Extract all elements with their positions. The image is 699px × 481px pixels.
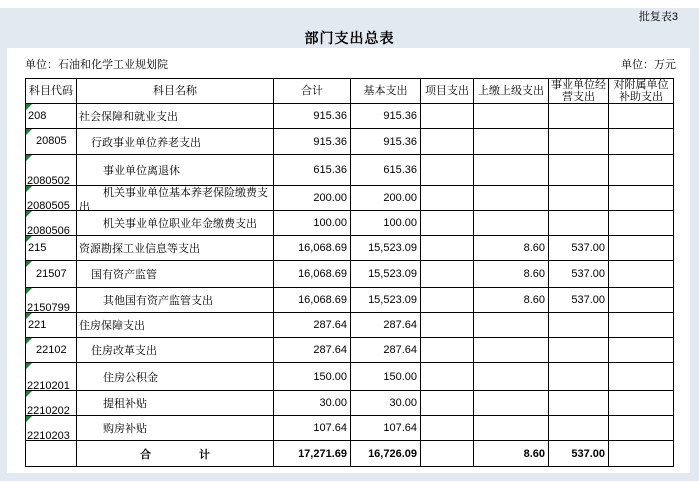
top-white-strip bbox=[0, 0, 699, 8]
value-total: 287.64 bbox=[274, 338, 351, 363]
subject-code: 2080502 bbox=[27, 175, 70, 187]
value-basic: 107.64 bbox=[351, 416, 421, 441]
value-upper-level: 8.60 bbox=[474, 288, 549, 313]
value-operating bbox=[549, 416, 609, 441]
value-project bbox=[421, 104, 474, 129]
subject-code: 20805 bbox=[36, 135, 67, 147]
name-cell: 国有资产监管 bbox=[77, 261, 274, 288]
value-upper-level: 8.60 bbox=[474, 236, 549, 261]
value-basic: 15,523.09 bbox=[351, 236, 421, 261]
code-cell bbox=[26, 363, 77, 391]
table-row bbox=[26, 236, 674, 261]
table-row bbox=[26, 363, 674, 391]
value-project bbox=[421, 313, 474, 338]
name-cell: 提租补贴 bbox=[77, 391, 274, 416]
value-operating bbox=[549, 363, 609, 391]
name-cell bbox=[77, 186, 274, 211]
total-value-project bbox=[421, 441, 474, 467]
value-upper-level bbox=[474, 129, 549, 155]
value-basic: 30.00 bbox=[351, 391, 421, 416]
value-total: 150.00 bbox=[274, 363, 351, 391]
name-cell: 机关事业单位职业年金缴费支出 bbox=[77, 211, 274, 236]
table-row bbox=[26, 261, 674, 288]
subject-name: 机关事业单位基本养老保险缴费支 bbox=[103, 187, 268, 199]
value-upper-level bbox=[474, 338, 549, 363]
name-cell: 住房保障支出 bbox=[77, 313, 274, 338]
header-subject-code: 科目代码 bbox=[26, 79, 77, 104]
value-project bbox=[421, 363, 474, 391]
value-upper-level bbox=[474, 186, 549, 211]
name-cell: 住房改革支出 bbox=[77, 338, 274, 363]
value-operating bbox=[549, 186, 609, 211]
value-upper-level: 8.60 bbox=[474, 261, 549, 288]
subject-code: 2210201 bbox=[27, 380, 70, 392]
value-upper-level bbox=[474, 391, 549, 416]
value-operating bbox=[549, 155, 609, 186]
name-cell: 住房公积金 bbox=[77, 363, 274, 391]
value-operating bbox=[549, 313, 609, 338]
header-basic-expenditure: 基本支出 bbox=[351, 79, 421, 104]
total-label-char: 合 bbox=[140, 448, 151, 461]
value-basic: 100.00 bbox=[351, 211, 421, 236]
value-total: 100.00 bbox=[274, 211, 351, 236]
expenditure-table bbox=[25, 78, 674, 467]
unit-name: 单位：石油和化学工业规划院 bbox=[25, 59, 168, 71]
table-row bbox=[26, 186, 674, 211]
value-subsidy bbox=[609, 391, 674, 416]
header-subsidy-expenditure: 对附属单位补助支出 bbox=[609, 79, 674, 104]
value-subsidy bbox=[609, 236, 674, 261]
header-subject-name: 科目名称 bbox=[77, 79, 274, 104]
value-total: 615.36 bbox=[274, 155, 351, 186]
header-operating-expenditure: 事业单位经营支出 bbox=[549, 79, 609, 104]
value-subsidy bbox=[609, 363, 674, 391]
value-project bbox=[421, 186, 474, 211]
error-triangle-icon bbox=[26, 104, 32, 110]
value-subsidy bbox=[609, 338, 674, 363]
error-triangle-icon bbox=[26, 288, 32, 294]
value-operating: 537.00 bbox=[549, 288, 609, 313]
code-cell bbox=[26, 236, 77, 261]
value-basic: 915.36 bbox=[351, 129, 421, 155]
total-value-operating: 537.00 bbox=[549, 441, 609, 467]
value-total: 30.00 bbox=[274, 391, 351, 416]
value-subsidy bbox=[609, 104, 674, 129]
value-operating: 537.00 bbox=[549, 236, 609, 261]
value-upper-level bbox=[474, 104, 549, 129]
subject-code: 2150799 bbox=[27, 302, 70, 314]
value-project bbox=[421, 416, 474, 441]
subject-code: 2080506 bbox=[27, 225, 70, 237]
value-project bbox=[421, 261, 474, 288]
table-row bbox=[26, 338, 674, 363]
table-row bbox=[26, 288, 674, 313]
value-operating bbox=[549, 129, 609, 155]
code-cell bbox=[26, 211, 77, 236]
name-cell: 社会保障和就业支出 bbox=[77, 104, 274, 129]
code-cell bbox=[26, 338, 77, 363]
table-row bbox=[26, 104, 674, 129]
table-row bbox=[26, 391, 674, 416]
value-basic: 15,523.09 bbox=[351, 288, 421, 313]
value-total: 16,068.69 bbox=[274, 261, 351, 288]
value-subsidy bbox=[609, 416, 674, 441]
code-cell bbox=[26, 129, 77, 155]
value-total: 107.64 bbox=[274, 416, 351, 441]
table-header-row bbox=[26, 79, 674, 104]
error-triangle-icon bbox=[26, 338, 32, 344]
value-basic: 15,523.09 bbox=[351, 261, 421, 288]
value-total: 16,068.69 bbox=[274, 236, 351, 261]
total-value-total: 17,271.69 bbox=[274, 441, 351, 467]
value-total: 16,068.69 bbox=[274, 288, 351, 313]
code-cell bbox=[26, 313, 77, 338]
code-cell bbox=[26, 391, 77, 416]
subject-code: 2080505 bbox=[27, 200, 70, 212]
header-project-expenditure: 项目支出 bbox=[421, 79, 474, 104]
value-project bbox=[421, 211, 474, 236]
code-cell bbox=[26, 288, 77, 313]
value-subsidy bbox=[609, 155, 674, 186]
table-row bbox=[26, 129, 674, 155]
value-project bbox=[421, 236, 474, 261]
total-label-cell bbox=[77, 441, 274, 467]
error-triangle-icon bbox=[26, 129, 32, 135]
table-body bbox=[26, 104, 674, 467]
value-project bbox=[421, 288, 474, 313]
page-title: 部门支出总表 bbox=[304, 30, 395, 46]
value-total: 287.64 bbox=[274, 313, 351, 338]
subject-code: 2210203 bbox=[27, 430, 70, 442]
value-basic: 200.00 bbox=[351, 186, 421, 211]
total-value-subsidy bbox=[609, 441, 674, 467]
total-code-cell bbox=[26, 441, 77, 467]
value-upper-level bbox=[474, 363, 549, 391]
code-cell bbox=[26, 155, 77, 186]
name-cell: 购房补贴 bbox=[77, 416, 274, 441]
value-project bbox=[421, 129, 474, 155]
value-project bbox=[421, 338, 474, 363]
error-triangle-icon bbox=[26, 363, 32, 369]
value-subsidy bbox=[609, 211, 674, 236]
unit-currency: 单位：万元 bbox=[621, 59, 676, 71]
value-upper-level bbox=[474, 416, 549, 441]
value-upper-level bbox=[474, 313, 549, 338]
value-subsidy bbox=[609, 313, 674, 338]
value-project bbox=[421, 391, 474, 416]
error-triangle-icon bbox=[26, 261, 32, 267]
value-operating: 537.00 bbox=[549, 261, 609, 288]
value-basic: 915.36 bbox=[351, 104, 421, 129]
error-triangle-icon bbox=[26, 155, 32, 161]
name-cell: 资源勘探工业信息等支出 bbox=[77, 236, 274, 261]
value-basic: 615.36 bbox=[351, 155, 421, 186]
value-total: 200.00 bbox=[274, 186, 351, 211]
value-basic: 287.64 bbox=[351, 313, 421, 338]
name-cell: 其他国有资产监管支出 bbox=[77, 288, 274, 313]
table-row bbox=[26, 211, 674, 236]
name-cell: 行政事业单位养老支出 bbox=[77, 129, 274, 155]
total-value-basic: 16,726.09 bbox=[351, 441, 421, 467]
total-value-upper-level: 8.60 bbox=[474, 441, 549, 467]
table-row bbox=[26, 155, 674, 186]
corner-label: 批复表3 bbox=[638, 11, 678, 23]
value-total: 915.36 bbox=[274, 129, 351, 155]
value-operating bbox=[549, 391, 609, 416]
table-row bbox=[26, 416, 674, 441]
value-subsidy bbox=[609, 129, 674, 155]
name-cell: 事业单位离退休 bbox=[77, 155, 274, 186]
subject-code: 215 bbox=[28, 241, 47, 254]
code-cell bbox=[26, 104, 77, 129]
subject-name-overflow: 出 bbox=[79, 201, 90, 213]
value-subsidy bbox=[609, 288, 674, 313]
subject-code: 221 bbox=[28, 318, 47, 331]
header-total: 合计 bbox=[274, 79, 351, 104]
value-operating bbox=[549, 338, 609, 363]
value-total: 915.36 bbox=[274, 104, 351, 129]
value-basic: 287.64 bbox=[351, 338, 421, 363]
header-upper-level-expenditure: 上缴上级支出 bbox=[474, 79, 549, 104]
value-project bbox=[421, 155, 474, 186]
code-cell bbox=[26, 416, 77, 441]
value-upper-level bbox=[474, 211, 549, 236]
value-operating bbox=[549, 211, 609, 236]
value-subsidy bbox=[609, 261, 674, 288]
table-row bbox=[26, 313, 674, 338]
value-upper-level bbox=[474, 155, 549, 186]
value-subsidy bbox=[609, 186, 674, 211]
total-label-char: 计 bbox=[199, 448, 210, 461]
value-basic: 150.00 bbox=[351, 363, 421, 391]
table-total-row bbox=[26, 441, 674, 467]
subject-code: 21507 bbox=[36, 267, 67, 280]
subject-code: 208 bbox=[28, 109, 47, 122]
subject-code: 22102 bbox=[36, 343, 67, 356]
subject-code: 2210202 bbox=[27, 405, 70, 417]
code-cell bbox=[26, 261, 77, 288]
code-cell bbox=[26, 186, 77, 211]
value-operating bbox=[549, 104, 609, 129]
